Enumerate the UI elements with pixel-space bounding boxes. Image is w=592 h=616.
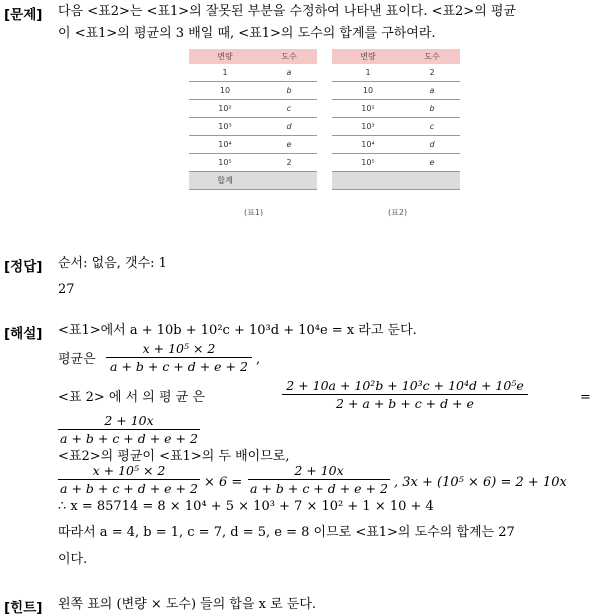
table-cell: c: [261, 100, 317, 118]
table-row: [189, 136, 317, 154]
problem-line-2: 이 <표1>의 평균의 3 배일 때, <표1>의 도수의 합계를 구하여라.: [58, 26, 436, 41]
solution-times-line: <표2>의 평균이 <표1>의 두 배이므로,: [58, 449, 290, 464]
table-2-caption: (표2): [388, 208, 408, 217]
mean-1-prefix: 평균은: [58, 352, 96, 367]
table-2-header-frequency: 도수: [404, 49, 460, 64]
fraction-numerator: 2 + 10a + 10²b + 10³c + 10⁴d + 10⁵e: [286, 378, 524, 393]
table-cell: 10⁴: [189, 136, 261, 154]
fraction-denominator: 2 + a + b + c + d + e: [336, 396, 474, 411]
table-row: [189, 118, 317, 136]
equation-fraction-1: [58, 463, 200, 496]
table-1-header-variable: 변량: [189, 49, 261, 64]
mean-1-fraction: [106, 341, 252, 374]
table-cell: 10²: [189, 100, 261, 118]
table-sum-row: [189, 172, 317, 190]
answer-line-1: 순서: 없음, 갯수: 1: [58, 256, 167, 271]
table-cell: 1: [332, 64, 404, 82]
fraction-bar: [58, 429, 200, 430]
table-cell: 10⁵: [332, 154, 404, 172]
table-sum-label: [332, 172, 404, 190]
table-cell: b: [261, 82, 317, 100]
mean-1-suffix: ,: [256, 352, 261, 367]
table-cell: e: [404, 154, 460, 172]
table-sum-row: [332, 172, 460, 190]
table-cell: 10: [189, 82, 261, 100]
table-row: [189, 82, 317, 100]
mean-2-equals: =: [580, 390, 591, 405]
conclusion-line-1: 따라서 a = 4, b = 1, c = 7, d = 5, e = 8 이므로 <표1>의 도수의 합계는 27: [58, 525, 515, 540]
table-row: [332, 82, 460, 100]
equation-tail: , 3x + (10⁵ × 6) = 2 + 10x: [394, 475, 567, 490]
table-cell: d: [261, 118, 317, 136]
table-2: [332, 49, 460, 190]
fraction-numerator: x + 10⁵ × 2: [142, 341, 216, 356]
equation-fraction-2: [248, 463, 390, 496]
table-cell: 2: [404, 64, 460, 82]
table-2-header-variable: 변량: [332, 49, 404, 64]
therefore-line: ∴ x = 85714 = 8 × 10⁴ + 5 × 10³ + 7 × 10² + 1 × 10 + 4: [58, 499, 434, 514]
fraction-bar: [248, 479, 390, 480]
mean-2-fraction: [282, 378, 528, 411]
answer-label: [정답]: [4, 259, 43, 275]
table-cell: 10³: [332, 118, 404, 136]
table-cell: 10²: [332, 100, 404, 118]
answer-line-2: 27: [58, 282, 75, 297]
table-row: [332, 118, 460, 136]
table-cell: b: [404, 100, 460, 118]
table-sum-value: [261, 172, 317, 190]
table-row: [189, 154, 317, 172]
problem-line-1: 다음 <표2>는 <표1>의 잘못된 부분을 수정하여 나타낸 표이다. <표2>의 평균: [58, 4, 517, 19]
conclusion-line-2: 이다.: [58, 552, 88, 567]
solution-line-1: <표1>에서 a + 10b + 10²c + 10³d + 10⁴e = x 라고 둔다.: [58, 323, 417, 338]
table-cell: 1: [189, 64, 261, 82]
fraction-denominator: a + b + c + d + e + 2: [110, 359, 248, 374]
table-cell: 10⁴: [332, 136, 404, 154]
solution-label: [해설]: [4, 326, 43, 342]
table-cell: c: [404, 118, 460, 136]
fraction-bar: [106, 357, 252, 358]
fraction-numerator: 2 + 10x: [294, 463, 344, 478]
table-row: [332, 154, 460, 172]
table-1: [189, 49, 317, 190]
table-sum-value: [404, 172, 460, 190]
fraction-bar: [282, 394, 528, 395]
table-row: [189, 64, 317, 82]
fraction-denominator: a + b + c + d + e + 2: [250, 481, 388, 496]
mean-3-fraction: [58, 413, 200, 446]
hint-text: 왼쪽 표의 (변량 × 도수) 들의 합을 x 로 둔다.: [58, 597, 317, 612]
table-cell: 10⁵: [189, 154, 261, 172]
table-cell: a: [404, 82, 460, 100]
table-row: [332, 64, 460, 82]
table-cell: e: [261, 136, 317, 154]
table-row: [189, 100, 317, 118]
table-row: [332, 136, 460, 154]
table-1-header-frequency: 도수: [261, 49, 317, 64]
table-row: [332, 100, 460, 118]
hint-label: [힌트]: [4, 600, 43, 616]
table-cell: d: [404, 136, 460, 154]
table-sum-label: 합계: [189, 172, 261, 190]
table-cell: 10³: [189, 118, 261, 136]
table-1-caption: (표1): [244, 208, 264, 217]
fraction-numerator: 2 + 10x: [104, 413, 154, 428]
problem-label: [문제]: [4, 7, 43, 23]
table-cell: 10: [332, 82, 404, 100]
table-cell: a: [261, 64, 317, 82]
equation-times: × 6 =: [204, 475, 243, 490]
table-cell: 2: [261, 154, 317, 172]
fraction-numerator: x + 10⁵ × 2: [92, 463, 166, 478]
fraction-denominator: a + b + c + d + e + 2: [60, 431, 198, 446]
mean-2-prefix: <표 2> 에 서 의 평 균 은: [58, 390, 205, 405]
fraction-bar: [58, 479, 200, 480]
fraction-denominator: a + b + c + d + e + 2: [60, 481, 198, 496]
